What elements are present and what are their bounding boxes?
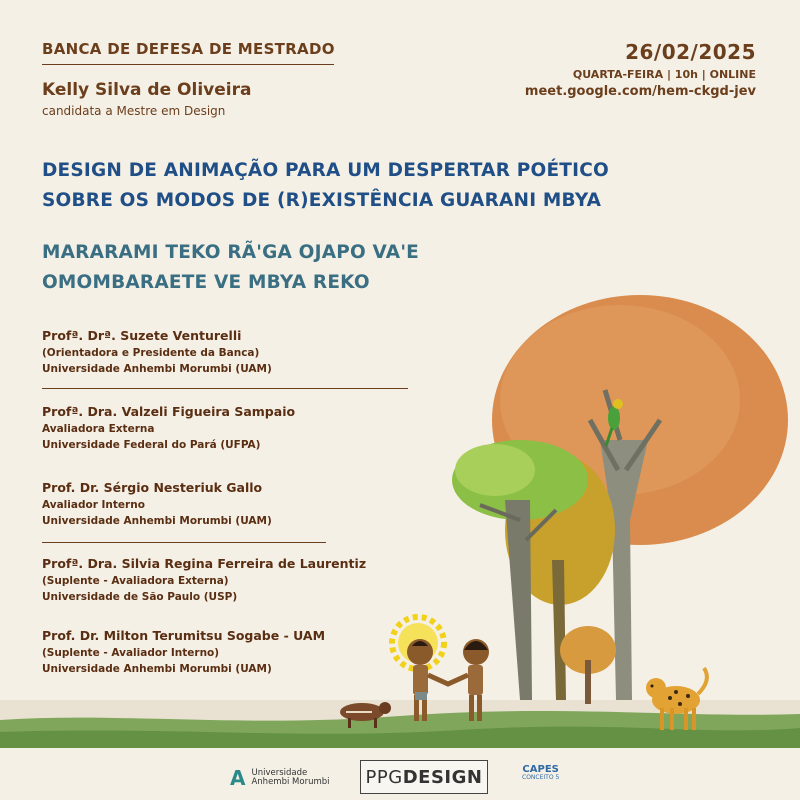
title-portuguese-line2: SOBRE OS MODOS DE (R)EXISTÊNCIA GUARANI MBYA <box>42 190 602 211</box>
meeting-link[interactable]: meet.google.com/hem-ckgd-jev <box>524 84 756 99</box>
member-name: Prof. Dr. Milton Terumitsu Sogabe - UAM <box>42 628 326 643</box>
event-date: 26/02/2025 <box>625 40 756 64</box>
uam-wordmark <box>251 769 329 788</box>
member-institution: Universidade de São Paulo (USP) <box>42 590 238 603</box>
candidate-name: Kelly Silva de Oliveira <box>42 80 252 100</box>
member-role: Avaliadora Externa <box>42 423 155 435</box>
sponsor-logos <box>0 748 800 800</box>
member-role: Avaliador Interno <box>42 499 145 511</box>
committee-divider <box>42 388 408 389</box>
event-type-heading: BANCA DE DEFESA DE MESTRADO <box>42 40 335 58</box>
capes-logo <box>522 764 559 782</box>
committee-member <box>42 480 272 530</box>
member-name: Profª. Drª. Suzete Venturelli <box>42 328 242 343</box>
committee-member <box>42 328 272 378</box>
uam-mark-icon: A <box>230 766 246 790</box>
member-name: Profª. Dra. Valzeli Figueira Sampaio <box>42 404 296 419</box>
event-weekday-time: QUARTA-FEIRA | 10h | ONLINE <box>572 68 756 81</box>
ppg-design-logo <box>360 760 488 794</box>
member-institution: Universidade Anhembi Morumbi (UAM) <box>42 662 272 675</box>
member-name: Profª. Dra. Silvia Regina Ferreira de Laurentiz <box>42 556 367 571</box>
ppg-suffix: DESIGN <box>402 766 483 788</box>
member-institution: Universidade Anhembi Morumbi (UAM) <box>42 514 272 527</box>
ppg-prefix: PPG <box>365 766 403 788</box>
committee-member <box>42 556 366 606</box>
committee-member <box>42 628 325 678</box>
member-role: (Suplente - Avaliador Interno) <box>42 647 220 659</box>
small-orange-tree-icon <box>560 626 616 704</box>
title-portuguese-line1: DESIGN DE ANIMAÇÃO PARA UM DESPERTAR POÉTICO <box>42 160 609 181</box>
title-guarani-line2: OMOMBARAETE VE MBYA REKO <box>42 272 370 293</box>
uam-line2: Anhembi Morumbi <box>251 777 330 787</box>
uam-line1: Universidade <box>251 767 308 778</box>
member-role: (Suplente - Avaliadora Externa) <box>42 575 229 587</box>
capes-wordmark: CAPES <box>522 764 559 775</box>
member-name: Prof. Dr. Sérgio Nesteriuk Gallo <box>42 480 263 495</box>
member-institution: Universidade Federal do Pará (UFPA) <box>42 438 261 451</box>
heading-rule <box>42 64 334 65</box>
capes-concept: CONCEITO 5 <box>522 774 560 781</box>
title-guarani-line1: MARARAMI TEKO RÃ'GA OJAPO VA'E <box>42 242 420 263</box>
candidate-role: candidata a Mestre em Design <box>42 104 226 118</box>
member-institution: Universidade Anhembi Morumbi (UAM) <box>42 362 272 375</box>
uam-logo <box>230 766 330 790</box>
member-role: (Orientadora e Presidente da Banca) <box>42 347 260 359</box>
committee-member <box>42 404 295 454</box>
committee-divider <box>42 542 326 543</box>
